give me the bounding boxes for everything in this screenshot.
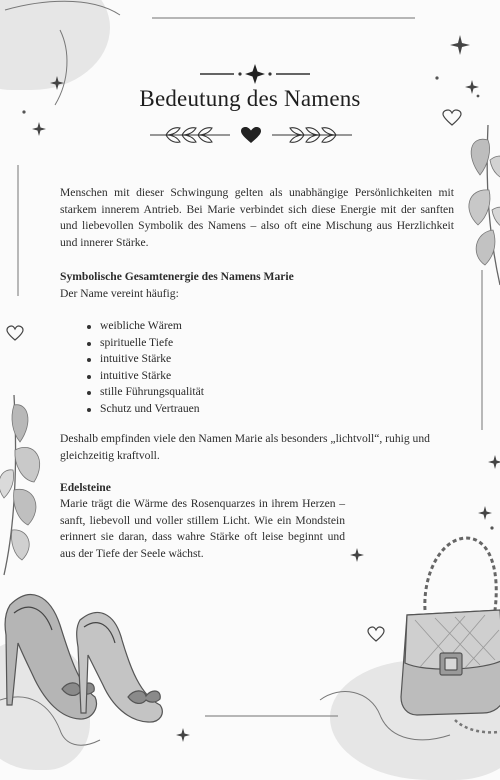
title-ornament-top <box>190 64 320 84</box>
heart-icon <box>368 627 384 642</box>
list-item: stille Führungsqualität <box>100 384 204 401</box>
high-heels-icon <box>0 585 180 725</box>
list-item: Schutz und Vertrauen <box>100 401 204 418</box>
handbag-icon <box>395 535 500 755</box>
list-item: weibliche Wärem <box>100 318 204 335</box>
quality-list <box>82 318 204 418</box>
leaf-branch-icon <box>272 128 352 143</box>
title-ornament-bottom <box>146 124 356 146</box>
list-item: intuitive Stärke <box>100 368 204 385</box>
leaf-branch-icon <box>0 390 62 580</box>
section-lead: Der Name vereint häufig: <box>60 287 179 300</box>
closing-paragraph: Deshalb empfinden viele den Namen Marie als besonders „lichtvoll“, ruhig und gleichzeitig kraftvoll. <box>60 432 430 462</box>
heart-icon <box>7 326 23 341</box>
list-item: spirituelle Tiefe <box>100 335 204 352</box>
list-item: intuitive Stärke <box>100 351 204 368</box>
page-title: Bedeutung des Namens <box>139 86 361 111</box>
gemstones-paragraph: Marie trägt die Wärme des Rosenquarzes in ihrem Herzen – sanft, liebevoll und voller stillem Licht. Wie ein Mondstein erinnert sie daran, dass wahre Stärke oft leise beginnt und aus der Tiefe der Seele wächst. <box>60 497 345 560</box>
section-heading-gemstones: Edelsteine <box>60 481 111 494</box>
leaf-branch-icon <box>150 128 230 143</box>
intro-paragraph: Menschen mit dieser Schwingung gelten als unabhängige Persönlichkeiten mit starkem innerem Antrieb. Bei Marie verbindet sich diese Energie mit der sanften und liebevollen Symbolik des Namens – also oft eine Mischung aus Herzlichkeit und innerer Stärke. <box>60 186 454 249</box>
section-heading-symbolic: Symbolische Gesamtenergie des Namens Marie <box>60 270 294 283</box>
